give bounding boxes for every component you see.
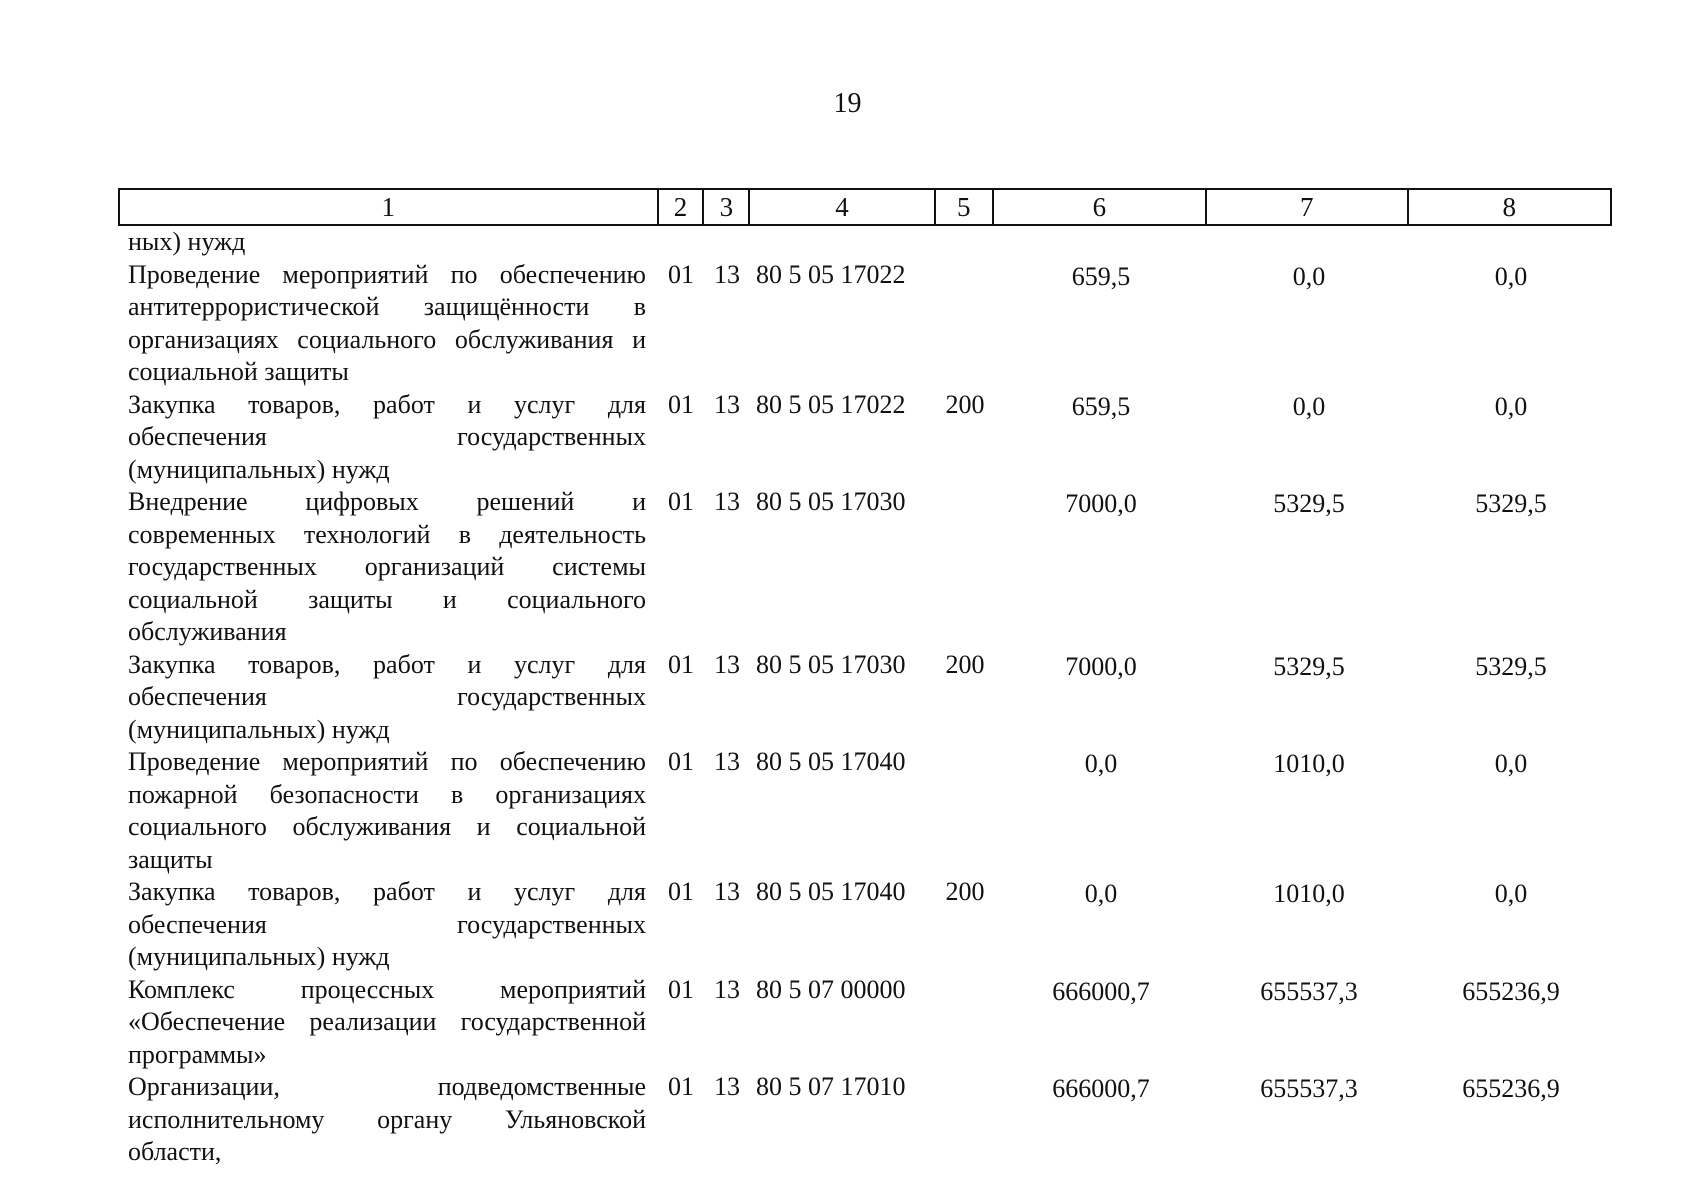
row-col-5: 200 [945, 389, 985, 419]
row-col-2: 01 [668, 1072, 694, 1101]
row-col-7 [1208, 226, 1410, 259]
row-col-2: 01 [668, 487, 694, 516]
row-col-7: 5329,5 [1273, 651, 1345, 681]
row-col-6: 659,5 [1071, 391, 1131, 421]
row-name: Проведение мероприятий по обеспечению пожарной безопасности в организациях социального обслуживания и социальной защиты [128, 747, 646, 874]
table-header [118, 188, 1612, 226]
table-row [118, 259, 1612, 389]
row-col-6: 7000,0 [1065, 489, 1137, 518]
row-col-6: 666000,7 [1052, 1074, 1150, 1103]
row-name: Организации, подведомственные исполнительному органу Ульяновской области, [128, 1072, 646, 1166]
row-col-3: 13 [714, 649, 740, 679]
table-row [118, 389, 1612, 487]
row-col-5 [936, 486, 994, 649]
header-col-5: 5 [936, 190, 994, 224]
row-col-7: 1010,0 [1273, 879, 1345, 908]
row-col-8: 655236,9 [1462, 976, 1560, 1006]
row-col-2: 01 [668, 389, 694, 419]
row-col-5: 200 [945, 649, 985, 679]
header-col-1: 1 [120, 190, 659, 224]
row-col-2: 01 [668, 259, 694, 289]
row-col-2: 01 [668, 974, 694, 1004]
header-col-2: 2 [659, 190, 705, 224]
row-col-3: 13 [714, 389, 740, 419]
row-col-2: 01 [668, 747, 694, 776]
row-col-8: 5329,5 [1475, 489, 1547, 518]
row-name: Закупка товаров, работ и услуг для обеспечения государственных (муниципальных) нужд [128, 389, 646, 484]
row-col-4: 80 5 07 17010 [756, 1072, 906, 1101]
row-col-5: 200 [945, 877, 985, 906]
row-name: Закупка товаров, работ и услуг для обеспечения государственных (муниципальных) нужд [128, 877, 646, 971]
row-col-8: 0,0 [1494, 749, 1528, 778]
row-col-6: 666000,7 [1052, 976, 1150, 1006]
table-row [118, 1071, 1612, 1169]
row-col-7: 655537,3 [1260, 1074, 1358, 1103]
row-name: Внедрение цифровых решений и современных технологий в деятельность государственных организаций системы социальной защиты и социального обслуживания [128, 487, 646, 646]
row-col-8 [1410, 226, 1612, 259]
header-col-4: 4 [750, 190, 936, 224]
row-col-6: 0,0 [1084, 749, 1118, 778]
row-col-8: 0,0 [1494, 391, 1528, 421]
row-col-2: 01 [668, 877, 694, 906]
row-col-3 [704, 226, 750, 259]
table-row [118, 746, 1612, 876]
row-col-8: 0,0 [1494, 261, 1528, 291]
row-col-3: 13 [714, 1072, 740, 1101]
row-col-4: 80 5 05 17022 [756, 259, 906, 289]
row-col-7: 0,0 [1292, 391, 1326, 421]
row-col-4: 80 5 07 00000 [756, 974, 906, 1004]
row-col-4: 80 5 05 17030 [756, 649, 906, 679]
row-col-3: 13 [714, 877, 740, 906]
row-name: Проведение мероприятий по обеспечению антитеррористической защищённости в организациях социального обслуживания и социальной защиты [128, 259, 646, 386]
row-col-8: 5329,5 [1475, 651, 1547, 681]
row-name: Закупка товаров, работ и услуг для обеспечения государственных (муниципальных) нужд [128, 649, 646, 744]
row-col-4: 80 5 05 17022 [756, 389, 906, 419]
table-row [118, 649, 1612, 747]
row-col-4: 80 5 05 17030 [756, 487, 906, 516]
row-col-7: 1010,0 [1273, 749, 1345, 778]
row-col-6: 7000,0 [1065, 651, 1137, 681]
row-col-8: 655236,9 [1462, 1074, 1560, 1103]
row-col-2: 01 [668, 649, 694, 679]
row-col-5 [936, 974, 994, 1072]
header-col-6: 6 [994, 190, 1207, 224]
header-col-3: 3 [704, 190, 750, 224]
table-row [118, 974, 1612, 1072]
table-row [118, 486, 1612, 649]
row-col-4 [750, 226, 936, 259]
row-col-7: 0,0 [1292, 261, 1326, 291]
header-col-8: 8 [1502, 192, 1516, 222]
header-col-7: 7 [1207, 190, 1408, 224]
row-col-3: 13 [714, 974, 740, 1004]
row-col-5 [936, 1071, 994, 1169]
row-col-7: 655537,3 [1260, 976, 1358, 1006]
row-col-5 [936, 259, 994, 389]
row-col-2 [658, 226, 704, 259]
row-name: Комплекс процессных мероприятий «Обеспечение реализации государственной программы» [128, 974, 646, 1069]
row-col-4: 80 5 05 17040 [756, 877, 906, 906]
row-col-3: 13 [714, 747, 740, 776]
row-col-6 [994, 226, 1208, 259]
row-col-3: 13 [714, 487, 740, 516]
row-col-6: 659,5 [1071, 261, 1131, 291]
table-body [118, 226, 1612, 1169]
page-number: 19 [833, 88, 862, 119]
row-col-4: 80 5 05 17040 [756, 747, 906, 776]
row-col-7: 5329,5 [1273, 489, 1345, 518]
table-row [118, 226, 1612, 259]
table-row [118, 876, 1612, 974]
row-col-3: 13 [714, 259, 740, 289]
row-col-6: 0,0 [1084, 879, 1118, 908]
row-name: ных) нужд [128, 227, 246, 256]
row-col-5 [936, 226, 994, 259]
row-col-8: 0,0 [1494, 879, 1528, 908]
row-col-5 [936, 746, 994, 876]
